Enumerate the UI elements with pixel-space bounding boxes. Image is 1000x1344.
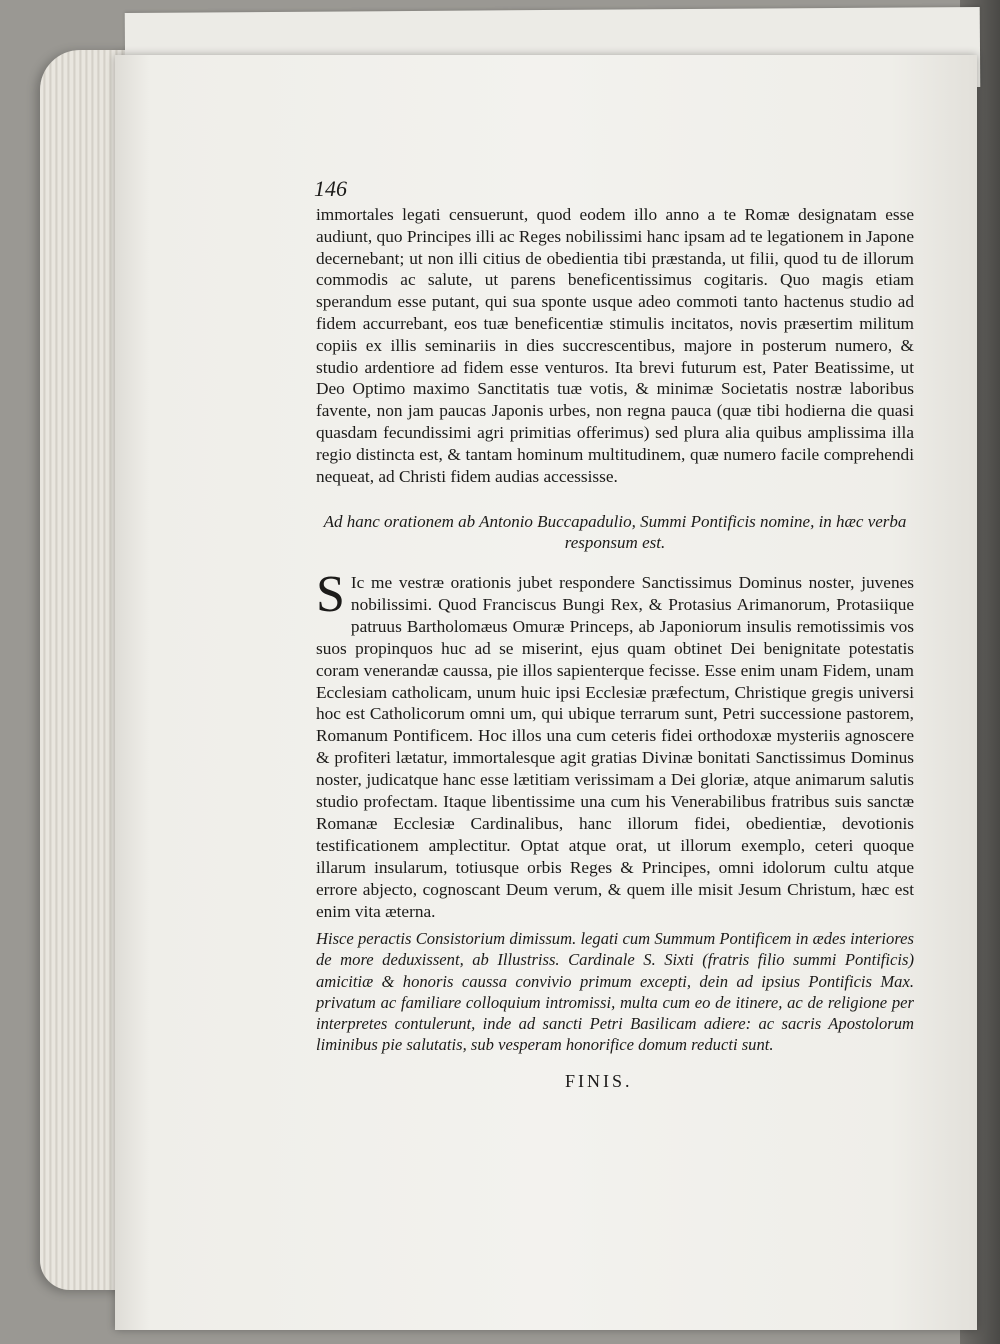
response-heading: Ad hanc orationem ab Antonio Buccapadulio, Summi Pontificis nomine, in hæc verba responsum est.: [323, 512, 907, 552]
finis-label: FINIS.: [565, 1071, 633, 1091]
page-number: 146: [314, 176, 347, 201]
paragraph-2: [316, 566, 914, 923]
drop-cap: S: [316, 566, 345, 623]
paragraph-1: immortales legati censuerunt, quod eodem illo anno a te Romæ designatam esse audiunt, quo Principes illi ac Reges nobilissimi hanc ipsam ad te legationem in Japone decernebant; ut non illi citius de obedientia tibi præstanda, ut filii, quod tu de illorum commodis ac salute, ut parens beneficentissimus cogitaris. Quo magis etiam sperandum esse putant, qui sua sponte usque adeo commoti tanto hactenus studio ad fidem accurrebant, eos tuæ beneficentiæ stimulis incitatos, novis præsertim militum copiis ex illis seminariis in dies succrescentibus, majore in posterum numero, & studio ardentiore ad fidem esse venturos. Ita brevi futurum est, Pater Beatissime, ut Deo Optimo maximo Sanctitatis tuæ votis, & minimæ Societatis nostræ laboribus favente, non jam paucas Japonis urbes, non regna pauca (quæ tibi hodierna die quasi quasdam fecundissimi agri primitias offerimus) sed plura alia quibus amplissima illa regio distincta est, & tantam hominum multitudinem, quæ numero facile comprehendi nequeat, ad Christi fidem audias accessisse.: [316, 205, 914, 486]
paragraph-3: Hisce peractis Consistorium dimissum. legati cum Summum Pontificem in ædes interiores de more deduxissent, ab Illustriss. Cardinale S. Sixti (fratris filio summi Pontificis) amicitiæ & honoris caussa convivio primum excepti, dein ad ipsius Pontificis Max. privatum ac familiare colloquium intromissi, multa cum eo de itinere, ac de religione per interpretes contulerunt, inde ad sancti Petri Basilicam adiere: ac sacris Apostolorum liminibus pie salutatis, sub vesperam honorifice domum reducti sunt.: [316, 929, 914, 1055]
paragraph-2-text: Ic me vestræ orationis jubet respondere Sanctissimus Dominus noster, juvenes nobilissimi. Quod Franciscus Bungi Rex, & Protasius Arimanorum, Protasiique patruus Bartholomæus Omuræ Princeps, ab Japoniorum insulis remotissimis vos suos propinquos huc ad se miserint, ejus quam obtinet Dei benignitate potestatis coram venerandæ caussa, pie illos sapienterque fecisse. Esse enim unam Fidem, unam Ecclesiam catholicam, unum huic ipsi Ecclesiæ præfectum, Christique gregis universi hoc est Catholicorum omni um, qui ubique terrarum sunt, Petri successione pastorem, Romanum Pontificem. Hoc illos una cum ceteris fidei orthodoxæ mysteriis agnoscere & profiteri lætatur, immortalesque agit gratias Divinæ bonitati Sanctissimus Dominus noster, judicatque hanc esse lætitiam verissimam a Dei gloriæ, atque animarum salutis studio profectam. Itaque libentissime una cum his Venerabilibus fratribus suis sanctæ Romanæ Ecclesiæ Cardinalibus, hanc illorum fidei, obedientiæ, devotionis testificationem amplectitur. Optat atque orat, ut illorum exemplo, ceteri quoque illarum insularum, totiusque orbis Reges & Principes, omni idolorum cultu atque errore abjecto, cognoscant Deum verum, & quem ille misit Jesum Christum, hæc est enim vita æterna.: [316, 573, 914, 921]
